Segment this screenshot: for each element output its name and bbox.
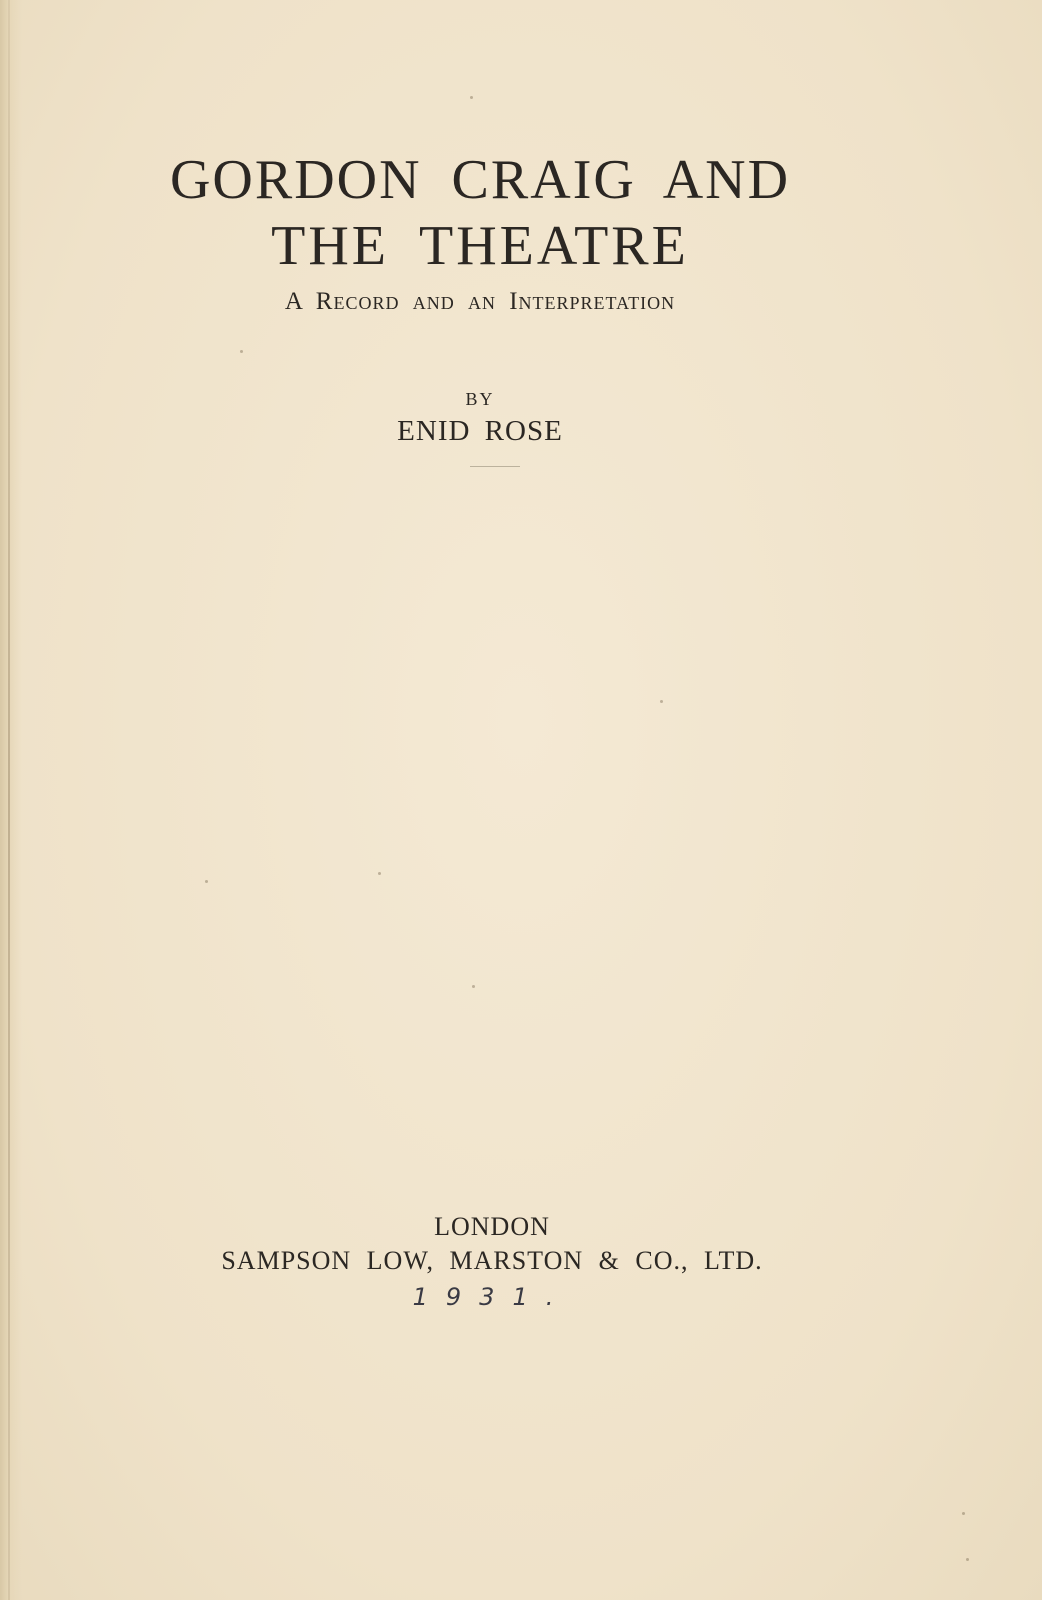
handwritten-date: 1931.: [412, 1283, 572, 1311]
book-subtitle: A Record and an Interpretation: [284, 288, 676, 315]
paper-speck: [378, 872, 381, 875]
book-title-line-1: GORDON CRAIG AND: [169, 149, 791, 211]
imprint-city: LONDON: [434, 1212, 550, 1241]
paper-speck: [470, 96, 473, 99]
paper-speck: [205, 880, 208, 883]
book-title-line-2: THE THEATRE: [271, 215, 689, 277]
divider-rule: [470, 466, 520, 467]
imprint-publisher: SAMPSON LOW, MARSTON & CO., LTD.: [221, 1246, 763, 1275]
paper-speck: [962, 1512, 965, 1515]
author-name: ENID ROSE: [397, 415, 563, 447]
paper-speck: [660, 700, 663, 703]
paper-speck: [240, 350, 243, 353]
paper-speck: [472, 985, 475, 988]
paper-speck: [966, 1558, 969, 1561]
by-label: BY: [465, 389, 495, 409]
